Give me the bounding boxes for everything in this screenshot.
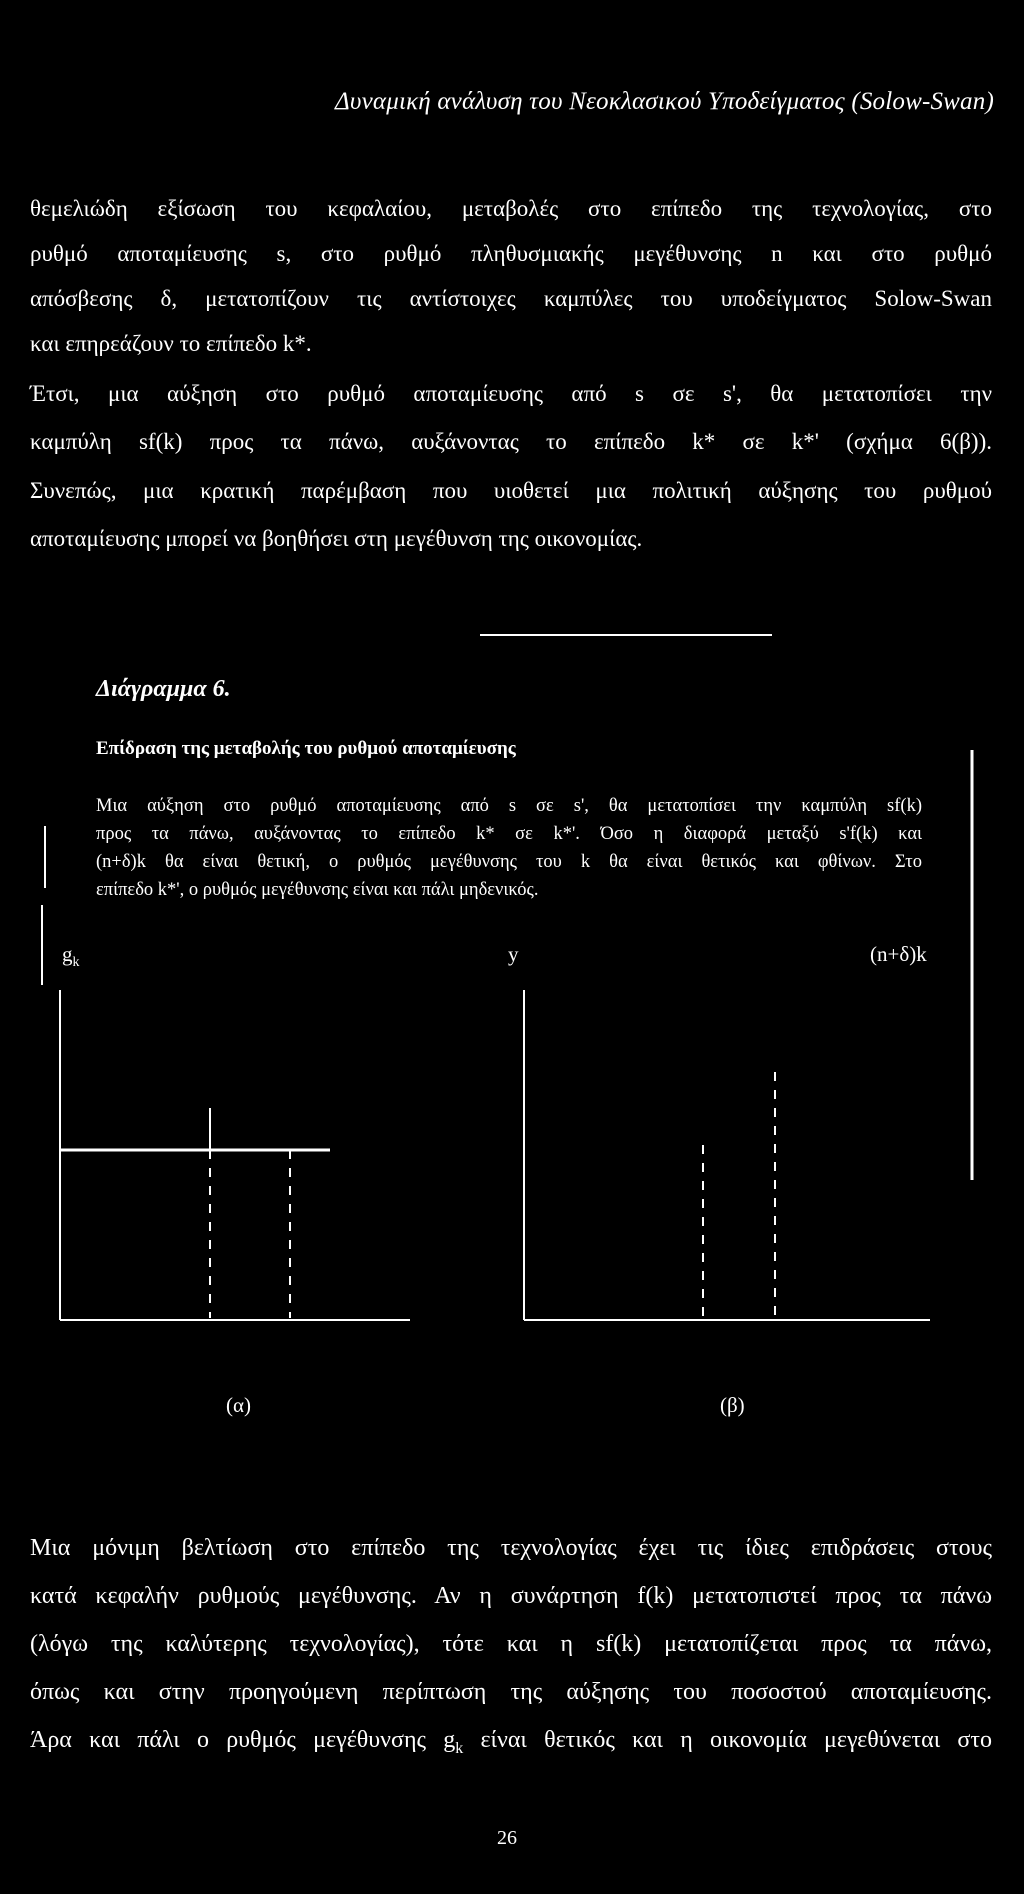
y-axis-label: y xyxy=(508,942,519,966)
text-line: Μια αύξηση στο ρυθμό αποταμίευσης από s σε s', θα μετατοπίσει την καμπύλη sf(k) xyxy=(96,796,922,816)
diagram-title: Διάγραμμα 6. xyxy=(96,676,231,702)
text-line: κατά κεφαλήν ρυθμούς μεγέθυνσης. Αν η συνάρτηση f(k) μετατοπιστεί προς τα πάνω xyxy=(30,1583,992,1609)
page-number: 26 xyxy=(497,1827,517,1849)
caption-b: (β) xyxy=(720,1393,745,1417)
running-header: Δυναμική ανάλυση του Νεοκλασικού Υποδείγματος (Solow-Swan) xyxy=(335,88,994,115)
caption-a: (α) xyxy=(226,1393,251,1417)
text-line: προς τα πάνω, αυξάνοντας το επίπεδο k* σε k*'. Όσο η διαφορά μεταξύ s'f(k) και xyxy=(96,824,922,844)
text-line: αποταμίευσης μπορεί να βοηθήσει στη μεγέθυνση της οικονομίας. xyxy=(30,526,643,551)
text-line: Συνεπώς, μια κρατική παρέμβαση που υιοθετεί μια πολιτική αύξησης του ρυθμού xyxy=(30,478,992,503)
diagram-subtitle: Επίδραση της μεταβολής του ρυθμού αποταμίευσης xyxy=(96,738,516,759)
paragraph-4 xyxy=(30,1524,992,1773)
text-line: Μια μόνιμη βελτίωση στο επίπεδο της τεχνολογίας έχει τις ίδιες επιδράσεις στους xyxy=(30,1535,992,1561)
text-line: καμπύλη sf(k) προς τα πάνω, αυξάνοντας το επίπεδο k* σε k*' (σχήμα 6(β)). xyxy=(30,429,992,454)
nd-curve-label: (n+δ)k xyxy=(870,942,927,966)
gk-axis-label: $g_k$ xyxy=(62,942,80,971)
text-line: όπως και στην προηγούμενη περίπτωση της αύξησης του ποσοστού αποταμίευσης. xyxy=(30,1679,992,1705)
text-line: και επηρεάζουν το επίπεδο k*. xyxy=(30,331,312,356)
text-line: Έτσι, μια αύξηση στο ρυθμό αποταμίευσης από s σε s', θα μετατοπίσει την xyxy=(30,381,992,406)
text-line: απόσβεσης δ, μετατοπίζουν τις αντίστοιχες καμπύλες του υποδείγματος Solow-Swan xyxy=(30,286,992,311)
text-line: ρυθμό αποταμίευσης s, στο ρυθμό πληθυσμιακής μεγέθυνσης n και στο ρυθμό xyxy=(30,241,992,266)
text-line: Άρα και πάλι ο ρυθμός μεγέθυνσης $g_k$ είναι θετικός και η οικονομία μεγεθύνεται στο xyxy=(30,1727,993,1757)
text-line: (n+δ)k θα είναι θετική, ο ρυθμός μεγέθυνσης του k θα είναι θετικός και φθίνων. Στο xyxy=(96,852,922,872)
text-line: θεμελιώδη εξίσωση του κεφαλαίου, μεταβολές στο επίπεδο της τεχνολογίας, στο xyxy=(30,196,992,221)
text-line: επίπεδο k*', ο ρυθμός μεγέθυνσης είναι και πάλι μηδενικός. xyxy=(96,880,539,900)
text-line: (λόγω της καλύτερης τεχνολογίας), τότε και η sf(k) μετατοπίζεται προς τα πάνω, xyxy=(30,1631,992,1657)
